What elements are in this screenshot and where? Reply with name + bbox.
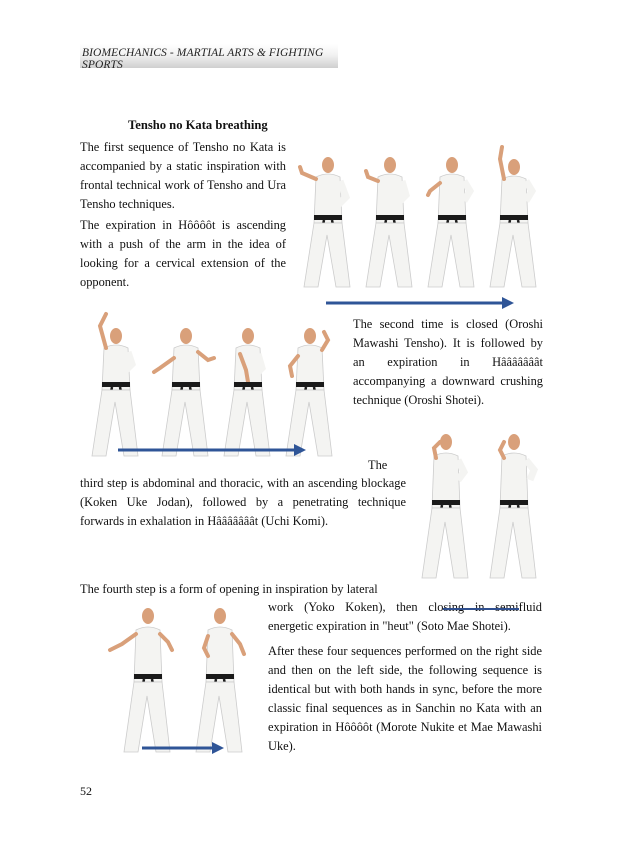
paragraph-2: The expiration in Hôôôôt is ascending with a push of the arm in the idea of looking for a cervical extension of the opponent. [80,218,286,289]
section-title: Tensho no Kata breathing [128,118,268,132]
paragraph-5-text-a: work (Yoko Koken), then clo [268,600,444,614]
karateka-figure-4 [490,147,536,287]
paragraph-1: The first sequence of Tensho no Kata is accompanied by a static inspiration with frontal technical work of Tensho and Ura Tensho techniques. [80,140,286,211]
figure-row-4 [88,602,260,758]
karateka-figure-5 [92,314,138,456]
figure-row-2 [84,310,344,462]
running-header-title: BIOMECHANICS - MARTIAL ARTS & FIGHTING SPORTS [82,47,324,71]
paragraph-3: The second time is closed (Oroshi Mawashi Tensho). It is followed by an expiration in Hââââââât accompanying a downward crushing technique (Oroshi Shotei). [353,317,543,407]
karateka-figure-1 [300,157,350,287]
karateka-figure-12 [196,608,244,752]
paragraph-6: After these four sequences performed on the right side and then on the left side, the following sequence is identical but with both hands in sync, before the more classic final sequences as in Sanchin no Kata with an expiration in Hôôôôt (Morote Nukite et Mae Mawashi Uke). [268,644,542,753]
figure-row-3 [410,428,546,584]
page-number: 52 [80,784,92,798]
karateka-figure-8 [286,328,332,456]
running-header [80,44,338,71]
paragraph-5 [268,598,542,636]
karateka-figure-9 [422,434,468,578]
karateka-figure-6 [154,328,214,456]
paragraph-5-text-b: fluid energetic expiration in "heut" (Soto Mae Shotei). [268,600,542,633]
karateka-figure-7 [224,328,270,456]
paragraph-5-lead: The fourth step is a form of opening in inspiration by lateral [80,582,378,596]
karateka-figure-11 [110,608,172,752]
arrow-row-4 [142,742,226,754]
paragraph-5-strikethrough [443,600,518,614]
arrow-row-2 [118,444,308,456]
karateka-figure-10 [490,434,536,578]
karateka-figure-2 [366,157,412,287]
karateka-figure-3 [428,157,474,287]
arrow-row-1 [326,297,516,309]
paragraph-4: third step is abdominal and thoracic, with an ascending blockage (Koken Uke Jodan), followed by a penetrating technique forwards in exhalation in Hââââââât (Uchi Komi). [80,476,406,528]
figure-row-1 [296,145,546,297]
strikethrough-line [443,608,518,610]
paragraph-4-lead: The [368,458,388,472]
